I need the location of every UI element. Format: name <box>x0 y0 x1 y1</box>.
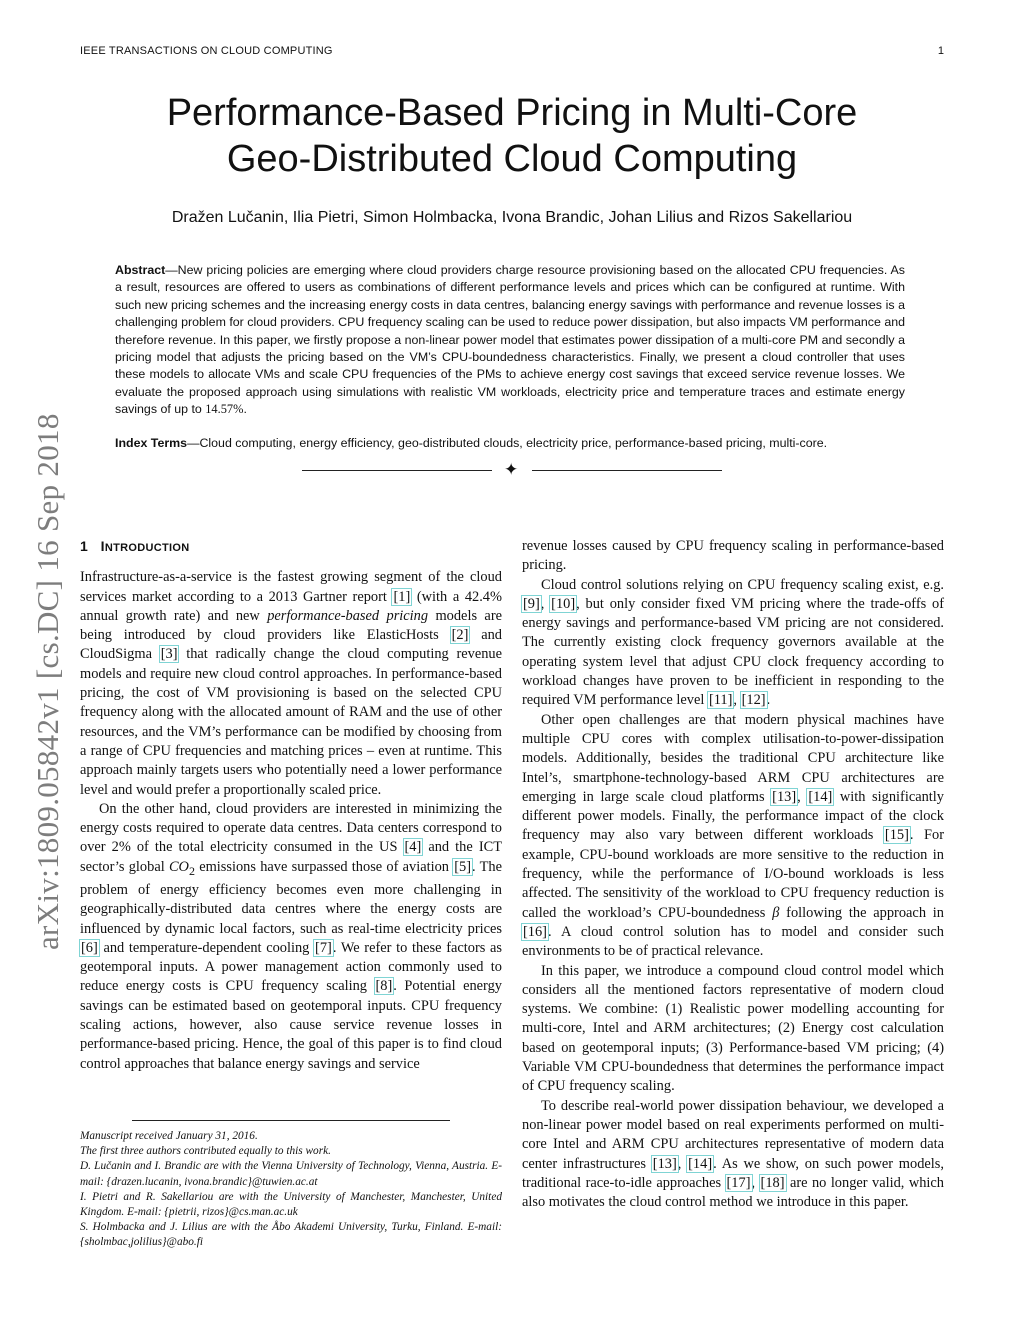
footnote-affiliation-vienna: D. Lučanin and I. Brandic are with the Vienna University of Technology, Vienna, Austria. E-mail: {drazen.lucanin, ivona.brandic}@tuwien.ac.at <box>80 1160 502 1188</box>
text-run: Cloud control solutions relying on CPU frequency scaling exist, e.g. <box>541 576 944 593</box>
text-run: emissions have surpassed those of aviation <box>194 858 454 875</box>
intro-paragraph-1 <box>80 568 502 800</box>
footnote-text <box>80 1129 502 1251</box>
citation-link[interactable]: [14] <box>808 788 833 805</box>
text-run: On the other hand, cloud providers are interested in minimizing the energy costs required to operate data centres. Data centers correspond to over 2% of the total electricity consumed in the US <box>80 800 502 856</box>
author-list: Dražen Lučanin, Ilia Pietri, Simon Holmbacka, Ivona Brandic, Johan Lilius and Rizos Sakellariou <box>171 209 853 226</box>
running-header: IEEE TRANSACTIONS ON CLOUD COMPUTING <box>80 45 333 57</box>
text-run: are no longer valid, which also motivates the cloud control method we introduce in this paper. <box>522 1174 944 1211</box>
paper-title <box>80 90 944 182</box>
intro-paragraph-4 <box>522 711 944 962</box>
text-run: . For example, CPU-bound workloads are more sensitive to the reduction in frequency, while the performance of I/O-bound workloads is less affected. The sensitivity of the workload to CPU frequency reduction is called the workload’s CPU-boundedness <box>522 827 945 921</box>
text-run: with significantly different power models. Finally, the performance impact of the clock frequency may also vary between different workloads <box>522 788 944 844</box>
section-title-rest: NTRODUCTION <box>104 542 190 554</box>
text-run: . We refer to these factors as geotemporal inputs. A power management action commonly used to reduce energy costs is CPU frequency scaling <box>80 939 502 995</box>
footnotes <box>80 1120 502 1251</box>
abstract-savings-value: 14.57% <box>205 402 244 417</box>
citation-link[interactable]: [15] <box>884 827 909 844</box>
footnote-affiliation-manchester: I. Pietri and R. Sakellariou are with the University of Manchester, Manchester, United Kingdom. E-mail: {pietrii, rizos}@cs.man.ac.uk <box>80 1190 502 1219</box>
citation-link[interactable]: [12] <box>741 692 766 709</box>
text-run: that radically change the cloud computing revenue models and require new cloud control approaches. In performance-based pricing, the cost of VM provisioning is based on the selected CPU frequency along with the allocated amount of RAM and the use of other resources, and the VM’s performance can be modified by choosing from a range of CPU frequencies and matching prices – even at runtime. This approach mainly targets users who potentially need a lower performance level and would prefer a proportionally scaled price. <box>80 646 502 798</box>
intro-paragraph-6 <box>522 1097 944 1213</box>
text-run: (with a 42.4% annual growth rate) and new <box>80 588 502 624</box>
abstract-text: —New pricing policies are emerging where cloud providers charge resource provisioning based on the allocated CPU frequencies. As a result, resources are offered to users as combinations of different performance levels and prices which can be configured at runtime. With such new pricing schemes and the increasing energy costs in data centres, balancing energy savings with performance and revenue losses is a challenging problem for cloud providers. CPU frequency scaling can be used to reduce power dissipation, but also impacts VM performance and therefore revenue. In this paper, we firstly propose a non-linear power model that estimates power dissipation of a multi-core PM and secondly a pricing model that adjusts the pricing based on the VM’s CPU-boundedness characteristics. Finally, we present a cloud controller that uses these models to allocate VMs and scale CPU frequencies of the PMs to achieve energy cost savings that exceed service revenue losses. We evaluate the proposed approach using simulations with realistic VM workloads, electricity price and temperature traces and estimate energy savings of up to <box>115 263 905 417</box>
text-run: , but only consider fixed VM pricing where the trade-offs of energy savings and performance-based VM pricing are not considered. The currently existing clock frequency governors available at the operating system level that adjust CPU clock frequency according to workload changes have proven to be inefficient in responding to the required VM performance level <box>522 595 944 709</box>
intro-paragraph-2 <box>80 800 502 1074</box>
citation-link[interactable]: [6] <box>81 939 98 956</box>
text-run: models are being introduced by cloud providers like ElasticHosts <box>80 607 502 644</box>
section-separator <box>302 461 722 481</box>
intro-paragraph-5: In this paper, we introduce a compound cloud control model which considers all the mentioned factors representative of modern cloud systems. We combine: (1) Realistic power modelling accounting for multi-core, Intel and ARM architectures; (2) Energy cost calculation based on geotemporal inputs; (3) Performance-based VM pricing; (4) Variable VM CPU-boundedness that determines the performance impact of CPU frequency scaling. <box>522 962 944 1095</box>
citation-link[interactable]: [3] <box>160 646 178 663</box>
intro-paragraph-3 <box>522 576 944 711</box>
citation-link[interactable]: [13] <box>652 1155 677 1172</box>
text-run: and CloudSigma <box>80 627 502 663</box>
text-run: To describe real-world power dissipation behaviour, we developed a non-linear power model based on real experiments performed on multi-core Intel and ARM CPU architectures representative of modern data center infrastructures <box>522 1097 944 1172</box>
text-run: following the approach in <box>779 904 944 921</box>
citation-link[interactable]: [8] <box>375 978 393 995</box>
title-line-1: Performance-Based Pricing in Multi-Core <box>166 92 858 134</box>
text-run: , <box>540 595 551 612</box>
citation-link[interactable]: [13] <box>772 788 797 805</box>
section-number: 1 <box>80 538 89 554</box>
citation-link[interactable]: [1] <box>393 588 411 605</box>
citation-link[interactable]: [10] <box>551 595 576 612</box>
citation-link[interactable]: [16] <box>523 923 547 940</box>
abstract-end: . <box>243 402 247 417</box>
separator-diamond-icon: ✦ <box>504 460 519 479</box>
citation-link[interactable]: [18] <box>760 1174 785 1191</box>
citation-link[interactable]: [17] <box>726 1174 751 1191</box>
text-run: and temperature-dependent cooling <box>98 939 315 956</box>
citation-link[interactable]: [14] <box>688 1155 713 1172</box>
title-line-2: Geo-Distributed Cloud Computing <box>226 138 798 180</box>
footnote-manuscript-received: Manuscript received January 31, 2016. <box>80 1130 258 1142</box>
left-column <box>80 537 502 1074</box>
citation-link[interactable]: [2] <box>451 627 469 644</box>
text-run: Infrastructure-as-a-service is the fastest growing segment of the cloud services market according to a 2013 Gartner report <box>80 569 502 605</box>
abstract-label: Abstract <box>115 263 166 277</box>
index-terms-label: Index Terms <box>115 436 188 450</box>
index-terms-text: —Cloud computing, energy efficiency, geo-distributed clouds, electricity price, performance-based pricing, multi-core. <box>187 436 828 450</box>
abstract <box>115 262 905 419</box>
page-number: 1 <box>937 45 944 57</box>
text-run: and the ICT sector’s global <box>80 839 503 875</box>
text-run: , <box>677 1155 688 1172</box>
citation-link[interactable]: [5] <box>454 858 472 875</box>
math-co2: CO <box>168 858 189 875</box>
text-run: . <box>766 692 771 709</box>
footnote-affiliation-abo: S. Holmbacka and J. Lilius are with the Åbo Akademi University, Turku, Finland. E-mail: {sholmbac,jolilius}@abo.fi <box>80 1221 502 1249</box>
text-run: . A cloud control solution has to model and consider such environments to be of practical relevance. <box>522 923 944 960</box>
citation-link[interactable]: [9] <box>523 595 540 612</box>
arxiv-identifier-stamp[interactable]: arXiv:1809.05842v1 [cs.DC] 16 Sep 2018 <box>30 413 65 950</box>
citation-link[interactable]: [7] <box>315 939 332 956</box>
intro-paragraph-2-continued: revenue losses caused by CPU frequency scaling in performance-based pricing. <box>522 538 944 574</box>
section-heading-introduction <box>80 537 502 558</box>
text-run: Other open challenges are that modern physical machines have multiple CPU cores with complex utilisation-to-power-dissipation models. Additionally, besides the traditional CPU architecture like Intel’s, smartphone-technology-based ARM CPU architectures are emerging in large scale cloud platforms <box>522 711 944 805</box>
text-run: . The problem of energy efficiency becomes even more challenging in geographically-distributed data centres where the energy costs are influenced by dynamic local factors, such as real-time electricity prices <box>80 858 502 937</box>
math-subscript: 2 <box>188 863 195 878</box>
text-run: , <box>751 1174 760 1191</box>
footnote-rule <box>132 1120 450 1121</box>
separator-line-left <box>302 470 492 471</box>
right-column <box>522 537 944 1212</box>
separator-line-right <box>532 470 722 471</box>
emphasis-text: performance-based pricing <box>267 607 429 624</box>
section-title-initial: I <box>100 538 105 554</box>
index-terms <box>115 435 905 452</box>
citation-link[interactable]: [4] <box>404 839 422 856</box>
text-run: , <box>797 788 808 805</box>
text-run: . As we show, on such power models, traditional race-to-idle approaches <box>522 1155 944 1191</box>
citation-link[interactable]: [11] <box>708 692 733 709</box>
text-run: , <box>733 692 741 709</box>
text-run: . Potential energy savings can be estimated based on geotemporal inputs. CPU frequency scaling actions, however, also cause service revenue losses in performance-based pricing. Hence, the goal of this paper is to find cloud control approaches that balance energy savings and service <box>80 978 502 1072</box>
footnote-equal-contribution: The first three authors contributed equally to this work. <box>80 1145 331 1158</box>
math-beta: β <box>772 904 780 921</box>
